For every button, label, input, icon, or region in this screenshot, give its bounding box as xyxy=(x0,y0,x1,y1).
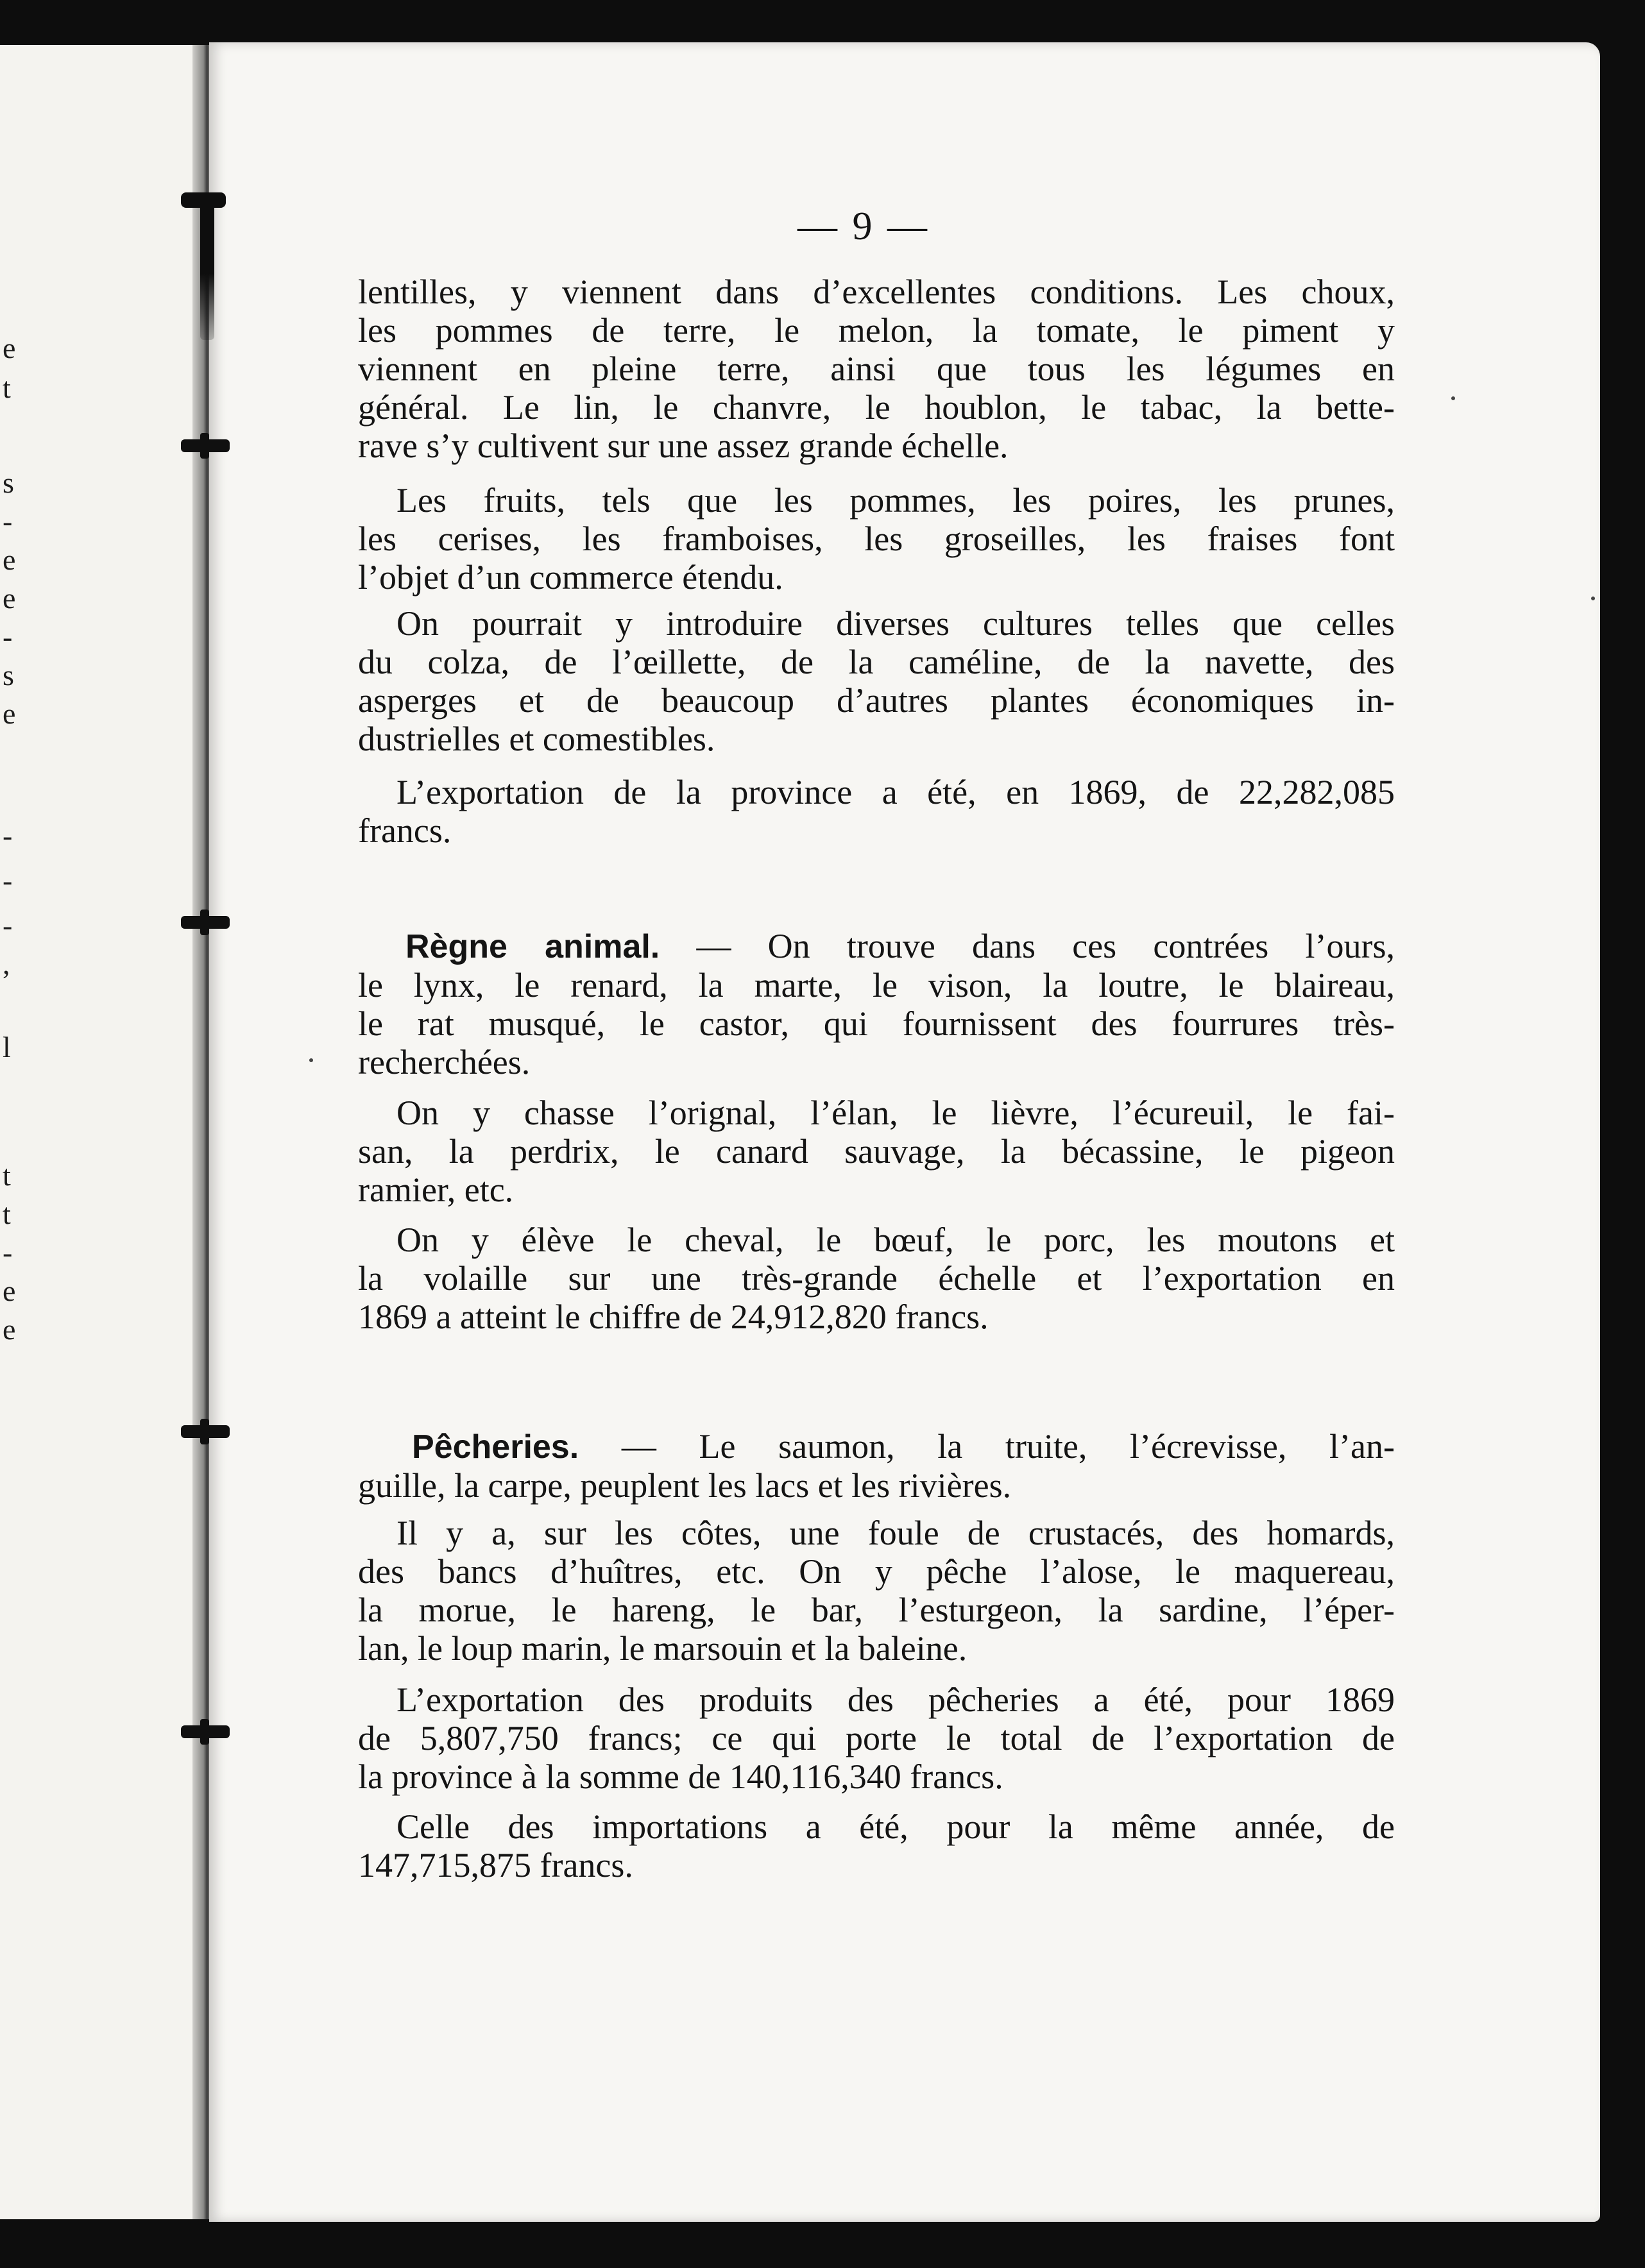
text-line: l’objet d’un commerce étendu. xyxy=(358,558,783,597)
left-fragment: e xyxy=(3,582,16,614)
heading-continuation: — On trouve dans ces contrées l’ours, xyxy=(660,927,1395,965)
left-fragment: t xyxy=(3,1159,11,1192)
paragraph xyxy=(358,773,1395,850)
left-fragment: t xyxy=(3,371,11,404)
text-line: dustrielles et comestibles. xyxy=(358,720,715,758)
text-line: les pommes de terre, le melon, la tomate, le piment y xyxy=(358,311,1395,350)
speck xyxy=(309,1058,313,1062)
text-line: ramier, etc. xyxy=(358,1171,514,1209)
text-line: L’exportation des produits des pêcheries a été, pour 1869 xyxy=(396,1680,1395,1719)
left-fragment: , xyxy=(3,947,10,980)
text-line: Il y a, sur les côtes, une foule de crustacés, des homards, xyxy=(396,1514,1395,1552)
section-heading: Règne animal. xyxy=(405,928,660,965)
paragraph xyxy=(358,1807,1395,1884)
left-fragment: t xyxy=(3,1197,11,1230)
text-line: 1869 a atteint le chiffre de 24,912,820 francs. xyxy=(358,1298,989,1336)
left-fragment: e xyxy=(3,332,16,364)
text-line: Celle des importations a été, pour la même année, de xyxy=(396,1807,1395,1846)
text-line: On y élève le cheval, le bœuf, le porc, les moutons et xyxy=(396,1221,1395,1259)
left-fragment: e xyxy=(3,543,16,576)
text-line: le rat musqué, le castor, qui fournissent des fourrures très- xyxy=(358,1004,1395,1043)
left-page-text-fragments xyxy=(0,45,204,2219)
left-fragment: s xyxy=(3,659,14,691)
binding-stitch xyxy=(181,1725,230,1738)
text-line: On y chasse l’orignal, l’élan, le lièvre, l’écureuil, le fai- xyxy=(396,1094,1395,1132)
binding-stitch xyxy=(181,916,230,929)
text-line: du colza, de l’œillette, de la caméline, de la navette, des xyxy=(358,643,1395,681)
text-line xyxy=(358,1427,1395,1466)
text-line: asperges et de beaucoup d’autres plantes économiques in- xyxy=(358,681,1395,720)
text-line: viennent en pleine terre, ainsi que tous les légumes en xyxy=(358,350,1395,388)
section-heading: Pêcheries. xyxy=(412,1428,579,1466)
paragraph xyxy=(358,1680,1395,1796)
heading-continuation: — Le saumon, la truite, l’écrevisse, l’an- xyxy=(579,1427,1395,1466)
text-line: la province à la somme de 140,116,340 francs. xyxy=(358,1757,1003,1796)
page-number: — 9 — xyxy=(797,205,930,248)
paragraph xyxy=(358,1221,1395,1336)
text-line: la volaille sur une très-grande échelle et l’exportation en xyxy=(358,1259,1395,1298)
text-line: francs. xyxy=(358,811,452,850)
text-line xyxy=(358,927,1395,966)
text-line: san, la perdrix, le canard sauvage, la bécassine, le pigeon xyxy=(358,1132,1395,1171)
left-fragment: e xyxy=(3,1274,16,1307)
text-line: la morue, le hareng, le bar, l’esturgeon, la sardine, l’éper- xyxy=(358,1591,1395,1629)
text-line: recherchées. xyxy=(358,1043,531,1081)
speck xyxy=(1591,597,1595,600)
binding-stitch xyxy=(181,439,230,452)
paragraph xyxy=(358,604,1395,758)
text-line: 147,715,875 francs. xyxy=(358,1846,633,1884)
left-fragment: - xyxy=(3,819,13,852)
left-fragment: s xyxy=(3,466,14,499)
section-regne-animal xyxy=(358,927,1395,1081)
text-line: des bancs d’huîtres, etc. On y pêche l’alose, le maquereau, xyxy=(358,1552,1395,1591)
text-line: de 5,807,750 francs; ce qui porte le total de l’exportation de xyxy=(358,1719,1395,1757)
paragraph xyxy=(358,273,1395,465)
left-fragment: l xyxy=(3,1031,11,1063)
text-line: les cerises, les framboises, les groseilles, les fraises font xyxy=(358,520,1395,558)
left-facing-page xyxy=(0,45,204,2219)
left-fragment: e xyxy=(3,697,16,730)
text-line: Les fruits, tels que les pommes, les poires, les prunes, xyxy=(396,481,1395,520)
text-line: L’exportation de la province a été, en 1869, de 22,282,085 xyxy=(396,773,1395,811)
text-line: lentilles, y viennent dans d’excellentes conditions. Les choux, xyxy=(358,273,1395,311)
paragraph xyxy=(358,1514,1395,1668)
text-line: le lynx, le renard, la marte, le vison, la loutre, le blaireau, xyxy=(358,966,1395,1004)
paragraph xyxy=(358,481,1395,597)
left-fragment: - xyxy=(3,505,13,537)
paragraph xyxy=(358,1094,1395,1209)
speck xyxy=(1451,396,1455,400)
left-fragment: e xyxy=(3,1313,16,1346)
text-line: rave s’y cultivent sur une assez grande échelle. xyxy=(358,427,1009,465)
text-line: général. Le lin, le chanvre, le houblon, le tabac, la bette- xyxy=(358,388,1395,427)
text-line: lan, le loup marin, le marsouin et la baleine. xyxy=(358,1629,967,1668)
text-line: guille, la carpe, peuplent les lacs et les rivières. xyxy=(358,1466,1012,1505)
left-fragment: - xyxy=(3,909,13,942)
left-fragment: - xyxy=(3,620,13,653)
left-fragment: - xyxy=(3,864,13,897)
text-line: On pourrait y introduire diverses cultures telles que celles xyxy=(396,604,1395,643)
section-pecheries xyxy=(358,1427,1395,1505)
binding-stitch xyxy=(181,1425,230,1438)
binding-stitch xyxy=(200,192,214,340)
left-fragment: - xyxy=(3,1236,13,1269)
